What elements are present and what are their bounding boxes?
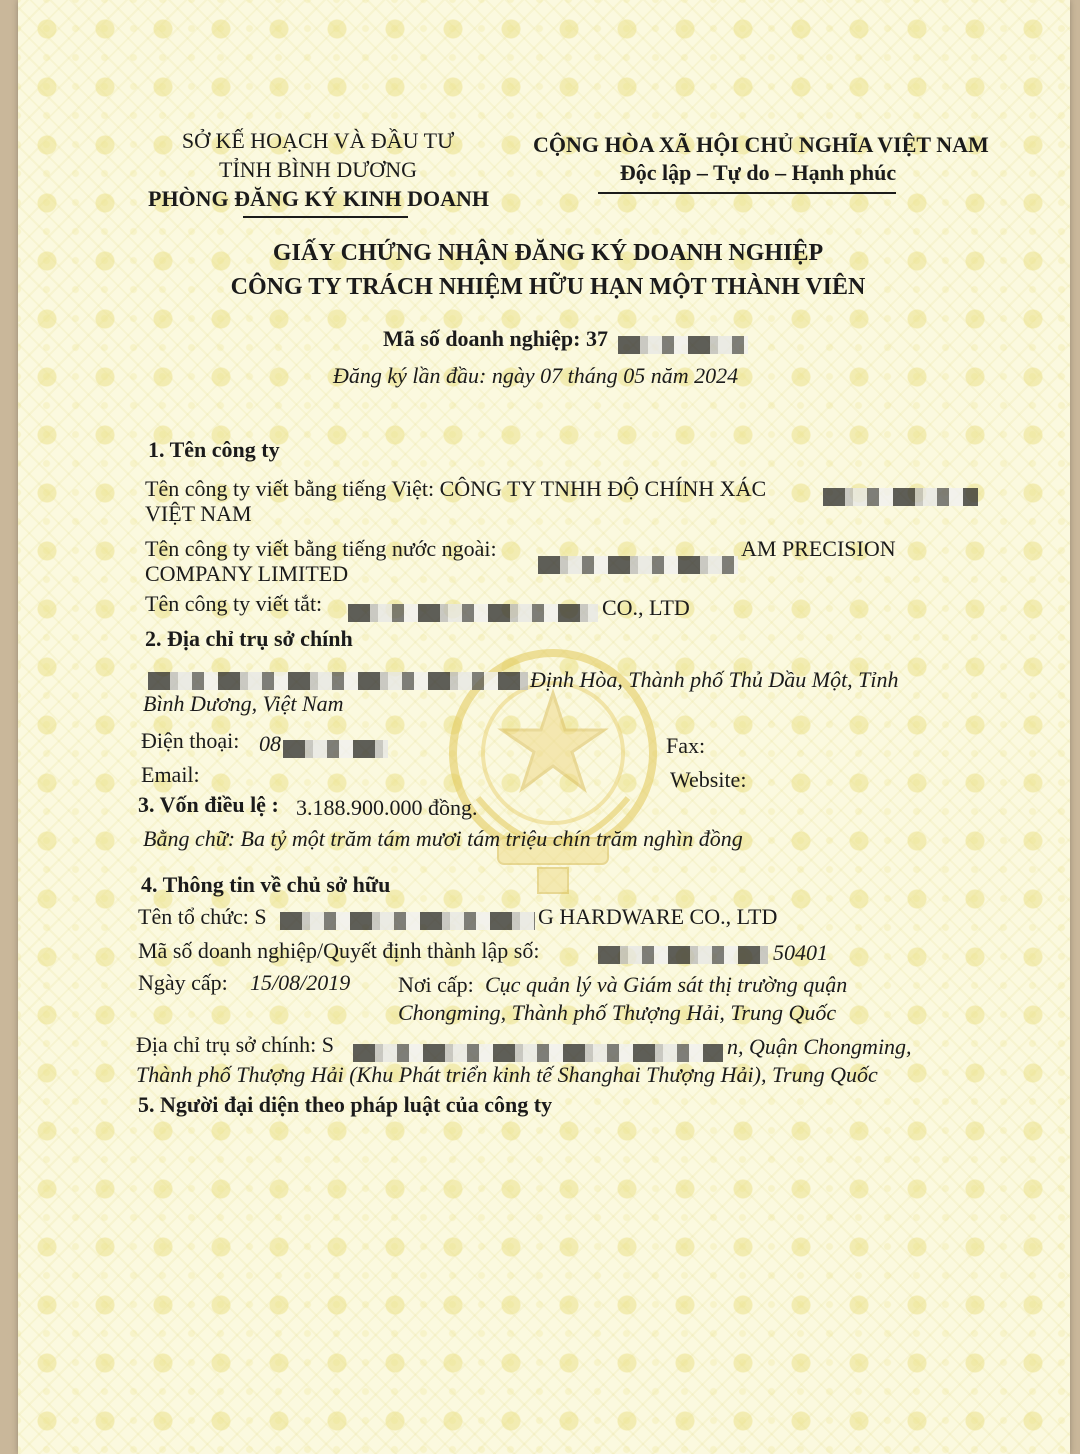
- dept-line-1: SỞ KẾ HOẠCH VÀ ĐẦU TƯ: [181, 128, 455, 153]
- issue-place: Cục quản lý và Giám sát thị trường quận: [485, 972, 848, 997]
- org-name-tail: G HARDWARE CO., LTD: [538, 904, 778, 929]
- nation-underline: [598, 192, 896, 194]
- redacted-hq-address: [353, 1044, 723, 1062]
- issue-place-label: Nơi cấp:: [398, 972, 474, 997]
- short-name-tail: CO., LTD: [602, 595, 690, 620]
- email-label: Email:: [141, 762, 200, 787]
- redacted-phone: [283, 740, 388, 758]
- issue-date-label: Ngày cấp:: [138, 970, 228, 995]
- nation-line-2: Độc lập – Tự do – Hạnh phúc: [619, 160, 897, 185]
- org-name-label: Tên tổ chức: S: [138, 904, 267, 929]
- redacted-reg-no: [598, 946, 768, 964]
- vn-name-label: Tên công ty viết bằng tiếng Việt: CÔNG TY TNHH ĐỘ CHÍNH XÁC: [145, 476, 767, 501]
- company-type-title: CÔNG TY TRÁCH NHIỆM HỮU HẠN MỘT THÀNH VIÊN: [230, 274, 866, 300]
- issue-place-cont: Chongming, Thành phố Thượng Hải, Trung Quốc: [398, 1000, 837, 1025]
- first-registration: Đăng ký lần đầu: ngày 07 tháng 05 năm 2024: [333, 363, 739, 388]
- capital-in-words: Bằng chữ: Ba tỷ một trăm tám mươi tám triệu chín trăm nghìn đồng: [143, 826, 743, 851]
- dept-underline: [243, 216, 408, 218]
- section-2-heading: 2. Địa chỉ trụ sở chính: [145, 626, 353, 651]
- certificate-title: GIẤY CHỨNG NHẬN ĐĂNG KÝ DOANH NGHIỆP: [272, 240, 824, 266]
- phone-label: Điện thoại:: [141, 728, 240, 753]
- dept-line-3: PHÒNG ĐĂNG KÝ KINH DOANH: [148, 186, 489, 211]
- section-3-heading: 3. Vốn điều lệ :: [138, 792, 279, 817]
- address-tail: Định Hòa, Thành phố Thủ Dầu Một, Tỉnh: [530, 667, 899, 692]
- section-4-heading: 4. Thông tin về chủ sở hữu: [141, 872, 391, 897]
- fax-label: Fax:: [666, 733, 706, 758]
- certificate-paper: [18, 0, 1070, 1454]
- reg-no-tail: 50401: [773, 940, 828, 965]
- hq-tail: n, Quận Chongming,: [727, 1034, 912, 1059]
- enterprise-code: Mã số doanh nghiệp: 37: [383, 326, 608, 351]
- vn-name-cont: VIỆT NAM: [145, 501, 252, 526]
- phone-value: 08: [259, 731, 281, 756]
- section-5-heading: 5. Người đại diện theo pháp luật của công ty: [138, 1092, 553, 1117]
- section-1-heading: 1. Tên công ty: [148, 437, 280, 462]
- nation-line-1: CỘNG HÒA XÃ HỘI CHỦ NGHĨA VIỆT NAM: [533, 132, 989, 157]
- foreign-name-label: Tên công ty viết bằng tiếng nước ngoài:: [145, 536, 497, 561]
- dept-line-2: TỈNH BÌNH DƯƠNG: [219, 157, 417, 182]
- redacted-vn-name: [823, 488, 978, 506]
- hq-cont: Thành phố Thượng Hải (Khu Phát triển kinh tế Shanghai Thượng Hải), Trung Quốc: [136, 1062, 878, 1087]
- hq-label: Địa chỉ trụ sở chính: S: [136, 1032, 334, 1057]
- reg-no-label: Mã số doanh nghiệp/Quyết định thành lập số:: [138, 938, 540, 963]
- foreign-name-cont: COMPANY LIMITED: [145, 561, 349, 586]
- redacted-short-name: [348, 604, 598, 622]
- website-label: Website:: [670, 767, 747, 792]
- redacted-code: [618, 336, 748, 354]
- issue-date: 15/08/2019: [250, 970, 351, 995]
- address-cont: Bình Dương, Việt Nam: [143, 691, 344, 716]
- redacted-address: [148, 672, 528, 690]
- capital-value: 3.188.900.000 đồng.: [296, 795, 478, 820]
- foreign-name-tail: AM PRECISION: [741, 536, 896, 561]
- redacted-foreign-name: [538, 556, 738, 574]
- short-name-label: Tên công ty viết tắt:: [145, 591, 323, 616]
- redacted-org-name: [280, 912, 535, 930]
